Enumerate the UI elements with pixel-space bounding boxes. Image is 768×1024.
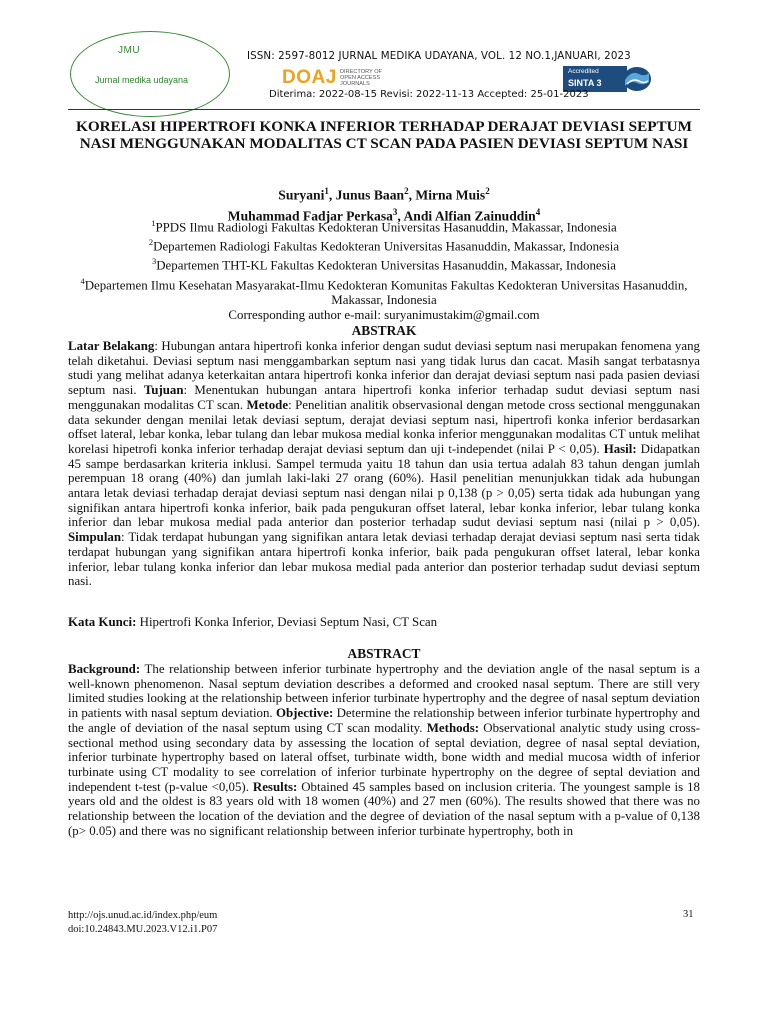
abstract-heading: ABSTRACT (347, 646, 421, 661)
doaj-logo (282, 67, 382, 88)
corresponding-author: Corresponding author e-mail: suryanimustakim@gmail.com (228, 307, 540, 322)
author-name: Junus Baan (335, 187, 405, 203)
affiliation-marker: 3 (152, 256, 157, 267)
doi-text: doi:10.24843.MU.2023.V12.i1.P07 (68, 924, 218, 935)
kata-kunci (68, 615, 700, 630)
author-name: Muhammad Fadjar Perkasa (227, 208, 393, 224)
affiliation-text: Departemen Ilmu Kesehatan Masyarakat-Ilmu Kedokteran Komunitas Fakultas Kedokteran Universitas Hasanuddin, Makassar, Indonesia (84, 277, 688, 307)
affiliation-2 (68, 235, 700, 254)
author-affiliation-marker: 2 (485, 186, 490, 196)
section-label: Methods: (426, 720, 480, 735)
doaj-mark: DOAJ (282, 67, 337, 88)
author-affiliation-marker: 4 (535, 207, 541, 218)
section-text: Obtained 45 samples based on inclusion criteria. The youngest sample is 18 years old and the oldest is 83 years old with 18 women (40%) and 27 men (60%). The results showed that there was no relationship between the location of the deviation and the degree of deviation of the nasal septum with a p-value of 0,138 (p> 0.05) and there was no significant relationship between inferior turbinate hypertrophy, both in (68, 779, 700, 838)
issn-line: ISSN: 2597-8012 JURNAL MEDIKA UDAYANA, VOL. 12 NO.1,JANUARI, 2023 (247, 50, 631, 62)
author-affiliation-marker: 2 (404, 186, 409, 196)
author-name: Andi Alfian Zainuddin (403, 208, 536, 224)
sinta-emblem-icon (621, 66, 653, 92)
sinta-rank: SINTA 3 (568, 78, 602, 88)
header-divider (68, 109, 700, 110)
footer-links (68, 909, 217, 937)
section-text: : Tidak terdapat hubungan yang signifikan antara letak deviasi terhadap derajat deviasi septum nasi serta tidak terdapat hubungan yang signifikan antara hipertrofi konka inferior, baik pada pengukuran offset lateral, lebar konka inferior, lebar tulang konka inferior dan lebar mukosa medial pada anterior dan posterior terhadap sudut deviasi septum nasi. (68, 530, 700, 589)
affiliation-4 (68, 274, 700, 308)
section-text: The relationship between inferior turbinate hypertrophy and the deviation angle of the nasal septum is a well-known phenomenon. Nasal septum deviation describes a deformed and crooked nasal septum. There are still very limited studies looking at the relationship between inferior turbinate hypertrophy and the degree of nasal septum deviation in patients with nasal septum deviation. (68, 662, 700, 721)
logo-subtitle: Jurnal medika udayana (95, 75, 189, 85)
author-name: Mirna Muis (415, 187, 486, 203)
section-text: : Menentukan hubungan antara hipertrofi konka inferior terhadap sudut deviasi septum nasi menggunakan modalitas CT scan. (68, 383, 700, 412)
keywords-label: Kata Kunci: (68, 615, 137, 629)
section-text: : Penelitian analitik observasional dengan metode cross sectional menggunakan data sekunder dengan menilai letak deviasi septum, derajat deviasi septum nasi, hipertrofi konka inferior berdasarkan offset lateral, lebar konka, lebar tulang dan lebar mukosa medial konka inferior menggunakan modalitas CT untuk melihat korelasi hipetrofi konka inferior terhadap derajat deviasi septum dan uji t-independet (nilai P < 0,05). (68, 397, 701, 456)
section-text: Observational analytic study using cross-sectional method using secondary data by assessing the location of septal deviation, degree of nasal septal deviation, inferior turbinate hypertrophy based on lateral offset, turbinate width, bone width and medial mucosa width of inferior turbinate using CT modality to see correlation of inferior turbinate hypertrophy on the degree of septal deviation and independent t-test (p-value <0,05). (68, 720, 701, 794)
affiliation-marker: 2 (148, 237, 154, 248)
author-line-1: Suryani$^1$, Junus Baan$^2$, Mirna Muis$^2$ (278, 186, 490, 203)
section-label: Simpulan (68, 530, 122, 545)
affiliation-3 (68, 254, 700, 273)
keywords-text: Hipertrofi Konka Inferior, Deviasi Septum Nasi, CT Scan (136, 615, 438, 629)
page-number: 31 (683, 909, 694, 920)
section-label: Hasil: (603, 441, 637, 456)
author-name: Suryani (278, 187, 325, 203)
abstrak-heading: ABSTRAK (351, 323, 417, 338)
journal-logo (70, 31, 230, 117)
affiliation-text: Departemen THT-KL Fakultas Kedokteran Universitas Hasanuddin, Makassar, Indonesia (156, 258, 616, 273)
author-line-2: Muhammad Fadjar Perkasa$^3$, Andi Alfian Zainuddin$^4$ (227, 207, 541, 224)
affiliation-text: PPDS Ilmu Radiologi Fakultas Kedokteran Universitas Hasanuddin, Makassar, Indonesia (155, 220, 617, 235)
section-label: Results: (252, 779, 298, 794)
section-label: Latar Belakang (68, 339, 155, 353)
affiliation-marker: 4 (80, 275, 85, 286)
section-label: Background: (68, 662, 141, 676)
section-label: Tujuan (143, 383, 184, 398)
article-title: KORELASI HIPERTROFI KONKA INFERIOR TERHADAP DERAJAT DEVIASI SEPTUM NASI MENGGUNAKAN MODALITAS CT SCAN PADA PASIEN DEVIASI SEPTUM NASI (76, 118, 692, 152)
doaj-text: DIRECTORY OF OPEN ACCESS JOURNALS (340, 69, 382, 87)
abstrak-body (68, 339, 700, 589)
journal-url[interactable]: http://ojs.unud.ac.id/index.php/eum (68, 910, 218, 921)
section-text: Didapatkan 45 sampe berdasarkan kriteria inklusi. Sampel termuda yaitu 18 tahun dan usia tertua adalah 83 tahun dengan jumlah perempuan 18 orang (40%) dan jumlah laki-laki 27 orang (60%). Hasil penelitian menunjukkan tidak ada hubungan antara letak deviasi terhadap derajat deviasi septum nasi dengan nilai p 0,138 (p > 0,05) serta tidak ada hubungan yang signifikan antara hipertrofi konka inferior, baik pada pengukuran offset lateral, lebar konka inferior, lebar tulang konka inferior dan lebar mukosa medial pada anterior dan posterior terhadap sudut deviasi septum nasi (nilai p > 0,05). (68, 441, 701, 530)
affiliation-1 (68, 216, 700, 235)
affiliation-text: Departemen Radiologi Fakultas Kedokteran Universitas Hasanuddin, Makassar, Indonesia (153, 239, 620, 254)
section-label: Objective: (275, 706, 334, 721)
logo-title: JMU (118, 45, 141, 56)
section-text: : Hubungan antara hipertrofi konka inferior dengan sudut deviasi septum nasi merupakan fenomena yang telah diketahui. Deviasi septum nasi menggambarkan septum nasi yang tidak lurus dan cacat. Masih sangat terbatasnya studi yang melihat adanya keterkaitan antara hipertrofi konka inferior dan derajat deviasi septum nasi pada pasien deviasi septum nasi. (68, 339, 700, 398)
sinta-accredited: Accredited (568, 68, 599, 75)
author-affiliation-marker: 1 (324, 186, 329, 196)
abstract-body (68, 662, 700, 838)
affiliation-list (68, 216, 700, 323)
author-affiliation-marker: 3 (392, 207, 398, 218)
affiliation-marker: 1 (151, 218, 156, 228)
submission-dates: Diterima: 2022-08-15 Revisi: 2022-11-13 Accepted: 25-01-2023 (269, 89, 589, 100)
section-text: Determine the relationship between inferior turbinate hypertrophy and the angle of deviation of the nasal septum using CT scan modality. (68, 706, 700, 735)
section-label: Metode (246, 397, 289, 412)
